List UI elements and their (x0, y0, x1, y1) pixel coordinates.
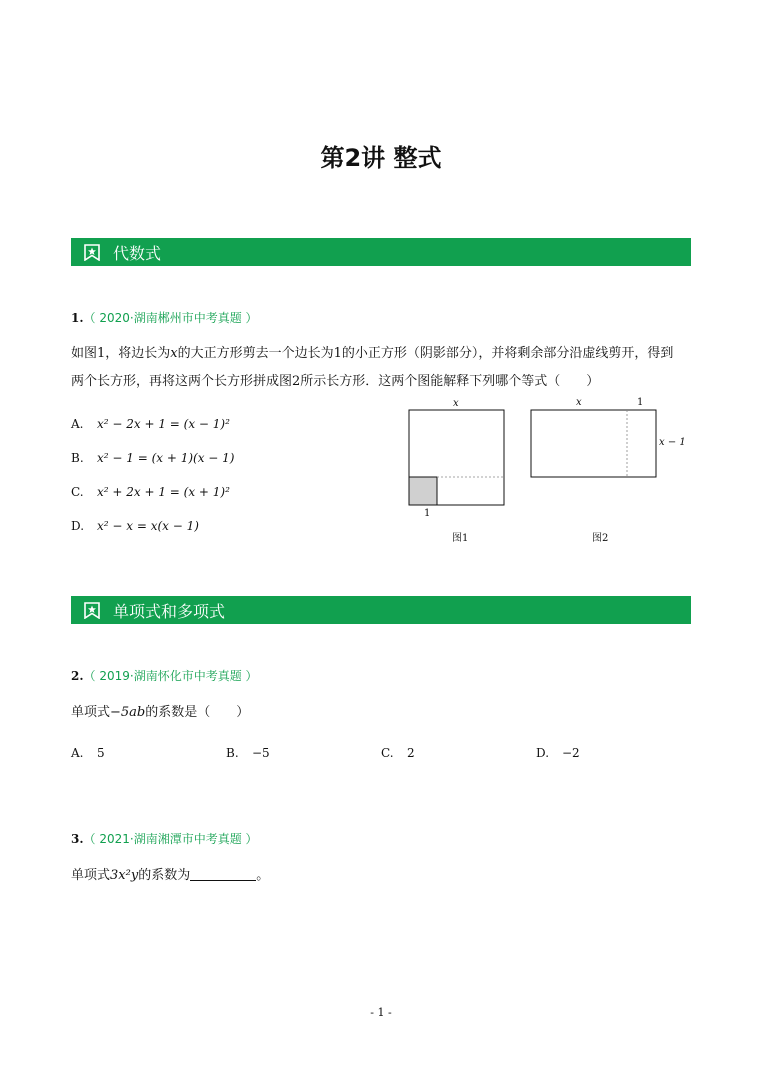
section-title: 单项式和多项式 (113, 602, 226, 621)
section-header-monomials-polynomials (71, 596, 691, 624)
question-number: 2. (71, 669, 84, 683)
question-number: 3. (71, 832, 84, 846)
fig1-caption: 图1 (452, 533, 469, 544)
option-d[interactable]: D. −2 (536, 746, 580, 760)
page-number: - 1 - (370, 1006, 392, 1019)
page-title: 第2讲 整式 (320, 144, 442, 172)
option-c[interactable]: C. x² + 2x + 1 = (x + 1)² (71, 485, 230, 499)
figure-2 (525, 396, 665, 486)
question-2-header (71, 667, 258, 684)
fig1-side-label-1: 1 (424, 508, 431, 519)
option-a[interactable]: A. x² − 2x + 1 = (x − 1)² (71, 417, 230, 431)
question-number: 1. (71, 311, 84, 325)
option-d[interactable]: D. x² − x = x(x − 1) (71, 519, 199, 533)
stem-line-2: 两个长方形，再将这两个长方形拼成图2所示长方形．这两个图能解释下列哪个等式（ ） (71, 374, 600, 389)
answer-blank[interactable] (190, 868, 256, 881)
option-c[interactable]: C. 2 (381, 746, 415, 760)
question-source: （ 2019·湖南怀化市中考真题 ） (83, 669, 258, 683)
option-a[interactable]: A. 5 (71, 746, 105, 760)
section-header-algebraic-expressions (71, 238, 691, 266)
question-source: （ 2021·湖南湘潭市中考真题 ） (83, 832, 258, 846)
fig2-label-x: x (576, 397, 582, 408)
figure-1 (400, 396, 520, 546)
section-title: 代数式 (113, 244, 162, 263)
question-2-stem: 单项式−5ab的系数是（ ） (71, 705, 250, 720)
bookmark-star-icon (84, 244, 100, 261)
fig1-side-label-x: x (453, 398, 459, 409)
question-3-stem: 单项式3x²y的系数为 。 (71, 868, 270, 883)
option-b[interactable]: B. −5 (226, 746, 270, 760)
fig2-side-label: x − 1 (659, 437, 686, 448)
stem-line-1: 如图1，将边长为x的大正方形剪去一个边长为1的小正方形（阴影部分），并将剩余部分沿虚线剪开，得到 (71, 346, 674, 361)
question-1-header (71, 309, 258, 326)
shaded-small-square (409, 477, 437, 505)
option-b[interactable]: B. x² − 1 = (x + 1)(x − 1) (71, 451, 235, 465)
question-source: （ 2020·湖南郴州市中考真题 ） (83, 311, 258, 325)
fig2-caption: 图2 (592, 533, 609, 544)
question-3-header (71, 830, 258, 847)
question-1-stem (71, 340, 701, 396)
fig2-label-1: 1 (637, 397, 644, 408)
bookmark-star-icon (84, 602, 100, 619)
